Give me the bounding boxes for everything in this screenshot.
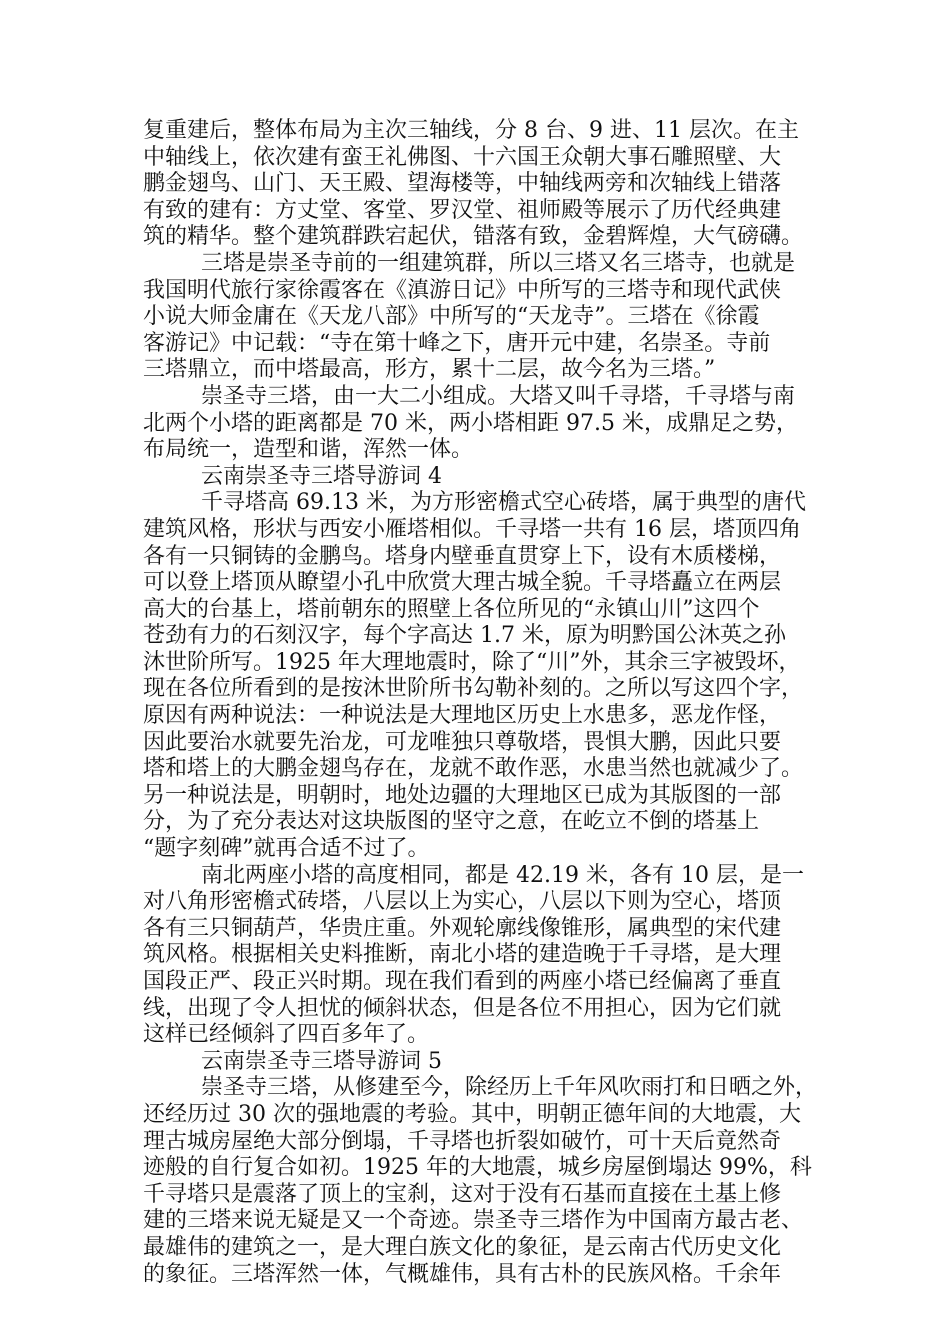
text-line: 有致的建有：方丈堂、客堂、罗汉堂、祖师殿等展示了历代经典建 [143,197,782,223]
text-line: 云南崇圣寺三塔导游词 5 [201,1048,442,1074]
text-line: 云南崇圣寺三塔导游词 4 [201,463,442,489]
document-body [143,118,818,1288]
text-line: 布局统一，造型和谐，浑然一体。 [143,437,474,463]
text-line: 千寻塔高 69.13 米，为方形密檐式空心砖塔，属于典型的唐代 [201,490,806,516]
text-line: 崇圣寺三塔，从修建至今，除经历上千年风吹雨打和日晒之外， [201,1075,818,1101]
text-line: 我国明代旅行家徐霞客在《滇游日记》中所写的三塔寺和现代武侠 [143,277,782,303]
text-line: 可以登上塔顶从瞭望小孔中欣赏大理古城全貌。千寻塔矗立在两层 [143,570,782,596]
text-line: 因此要治水就要先治龙，可龙唯独只尊敬塔，畏惧大鹏，因此只要 [143,729,782,755]
text-line: 三塔鼎立，而中塔最高，形方，累十二层，故今名为三塔。” [143,357,716,383]
text-line: 三塔是崇圣寺前的一组建筑群，所以三塔又名三塔寺，也就是 [201,250,796,276]
text-line: 现在各位所看到的是按沐世阶所书勾勒补刻的。之所以写这四个字， [143,676,804,702]
text-line: 南北两座小塔的高度相同，都是 42.19 米，各有 10 层，是一 [201,862,804,888]
text-line: “题字刻碑”就再合适不过了。 [143,836,430,862]
text-line: 各有一只铜铸的金鹏鸟。塔身内壁垂直贯穿上下，设有木质楼梯， [143,543,782,569]
text-line: 千寻塔只是震落了顶上的宝刹，这对于没有石基而直接在土基上修 [143,1181,782,1207]
text-line: 筑的精华。整个建筑群跌宕起伏，错落有致，金碧辉煌，大气磅礴。 [143,224,804,250]
text-line: 这样已经倾斜了四百多年了。 [143,1022,430,1048]
text-line: 的象征。三塔浑然一体，气概雄伟，具有古朴的民族风格。千余年 [143,1261,782,1287]
text-line: 客游记》中记载：“寺在第十峰之下，唐开元中建，名崇圣。寺前 [143,330,771,356]
text-line: 理古城房屋绝大部分倒塌，千寻塔也折裂如破竹，可十天后竟然奇 [143,1128,782,1154]
text-line: 建筑风格，形状与西安小雁塔相似。千寻塔一共有 16 层，塔顶四角 [143,516,801,542]
text-line: 崇圣寺三塔，由一大二小组成。大塔又叫千寻塔，千寻塔与南 [201,383,796,409]
text-line: 各有三只铜葫芦，华贵庄重。外观轮廓线像锥形，属典型的宋代建 [143,915,782,941]
text-line: 苍劲有力的石刻汉字，每个字高达 1.7 米，原为明黔国公沐英之孙 [143,623,786,649]
text-line: 中轴线上，依次建有蛮王礼佛图、十六国王众朝大事石雕照壁、大 [143,144,782,170]
text-line: 分，为了充分表达对这块版图的坚守之意，在屹立不倒的塔基上 [143,809,760,835]
text-line: 北两个小塔的距离都是 70 米，两小塔相距 97.5 米，成鼎足之势， [143,410,798,436]
text-line: 小说大师金庸在《天龙八部》中所写的“天龙寺”。三塔在《徐霞 [143,304,760,330]
text-line: 高大的台基上，塔前朝东的照壁上各位所见的“永镇山川”这四个 [143,596,760,622]
text-line: 国段正严、段正兴时期。现在我们看到的两座小塔已经偏离了垂直 [143,969,782,994]
text-line: 鹏金翅鸟、山门、天王殿、望海楼等，中轴线两旁和次轴线上错落 [143,171,782,197]
text-line: 复重建后，整体布局为主次三轴线，分 8 台、9 进、11 层次。在主 [143,118,799,143]
text-line: 迹般的自行复合如初。1925 年的大地震，城乡房屋倒塌达 99%，科 [143,1155,812,1181]
text-line: 最雄伟的建筑之一，是大理白族文化的象征，是云南古代历史文化 [143,1234,782,1260]
text-line: 另一种说法是，明朝时，地处边疆的大理地区已成为其版图的一部 [143,782,782,808]
text-line: 还经历过 30 次的强地震的考验。其中，明朝正德年间的大地震，大 [143,1101,801,1127]
text-line: 沐世阶所写。1925 年大理地震时，除了“川”外，其余三字被毁坏， [143,649,801,675]
text-line: 建的三塔来说无疑是又一个奇迹。崇圣寺三塔作为中国南方最古老、 [143,1208,804,1234]
text-line: 对八角形密檐式砖塔，八层以上为实心，八层以下则为空心，塔顶 [143,889,782,915]
text-line: 塔和塔上的大鹏金翅鸟存在，龙就不敢作恶，水患当然也就减少了。 [143,756,804,782]
text-line: 筑风格。根据相关史料推断，南北小塔的建造晚于千寻塔，是大理 [143,942,782,968]
text-line: 原因有两种说法：一种说法是大理地区历史上水患多，恶龙作怪， [143,703,782,729]
text-line: 线，出现了令人担忧的倾斜状态，但是各位不用担心，因为它们就 [143,995,782,1021]
